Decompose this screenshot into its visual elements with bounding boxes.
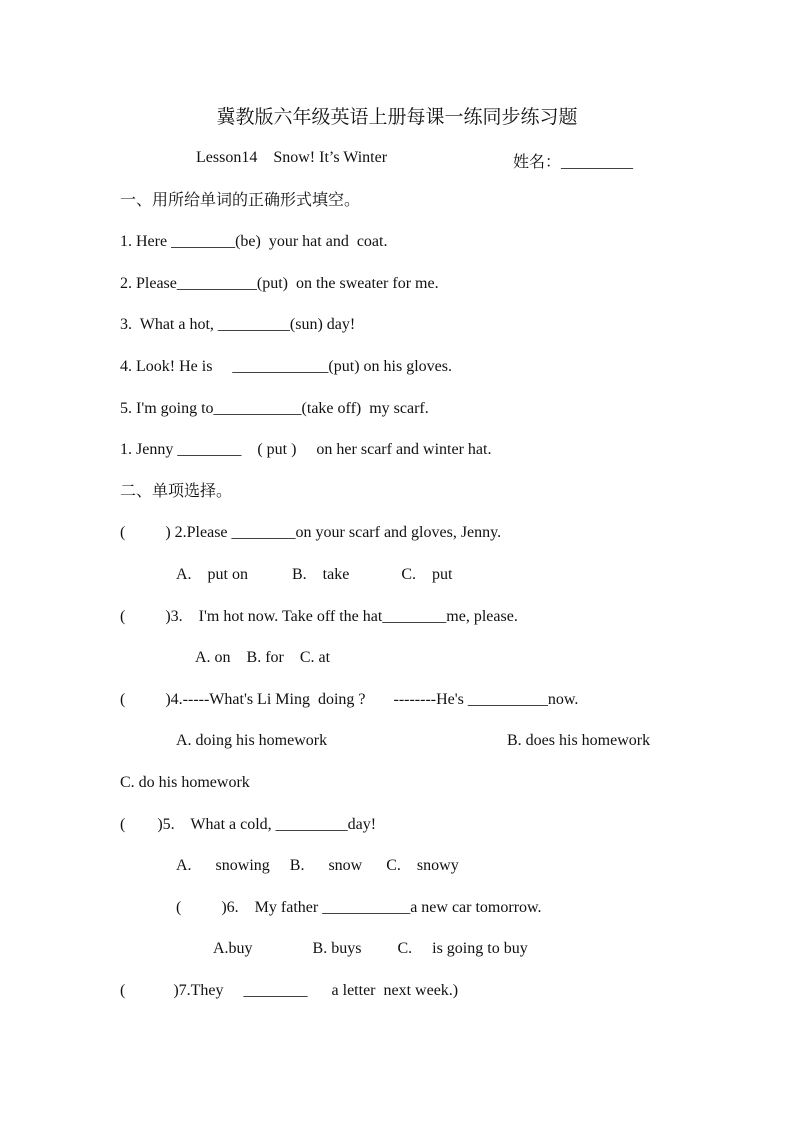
question-4-option-a: A. doing his homework [176, 732, 328, 749]
question-4-option-b: B. does his homework [507, 732, 651, 749]
question-6-options: A.buy B. buys C. is going to buy [213, 940, 528, 957]
worksheet-title: 冀教版六年级英语上册每课一练同步练习题 [216, 107, 578, 128]
section2-heading: 二、单项选择。 [120, 483, 233, 500]
question-2: ( ) 2.Please ________on your scarf and gloves, Jenny. [120, 524, 502, 541]
fill-item-6: 1. Jenny ________ ( put ) on her scarf and winter hat. [120, 441, 492, 458]
name-field: 姓名：_________ [513, 154, 634, 171]
question-2-options: A. put on B. take C. put [176, 566, 453, 583]
question-4-option-c: C. do his homework [120, 774, 250, 791]
question-5: ( )5. What a cold, _________day! [120, 816, 377, 833]
fill-item-3: 3. What a hot, _________(sun) day! [120, 316, 356, 333]
section1-heading: 一、用所给单词的正确形式填空。 [120, 192, 361, 209]
lesson-title: Lesson14 Snow! It’s Winter [196, 149, 388, 166]
question-4: ( )4.-----What's Li Ming doing ? --------He's __________now. [120, 691, 579, 708]
fill-item-4: 4. Look! He is ____________(put) on his gloves. [120, 358, 452, 375]
question-7: ( )7.They ________ a letter next week.) [120, 982, 459, 999]
fill-item-2: 2. Please__________(put) on the sweater for me. [120, 275, 439, 292]
question-3: ( )3. I'm hot now. Take off the hat________me, please. [120, 608, 518, 625]
question-3-options: A. on B. for C. at [195, 649, 331, 666]
question-5-options: A. snowing B. snow C. snowy [176, 857, 459, 874]
fill-item-1: 1. Here ________(be) your hat and coat. [120, 233, 388, 250]
question-6: ( )6. My father ___________a new car tomorrow. [176, 899, 542, 916]
fill-item-5: 5. I'm going to___________(take off) my scarf. [120, 400, 429, 417]
